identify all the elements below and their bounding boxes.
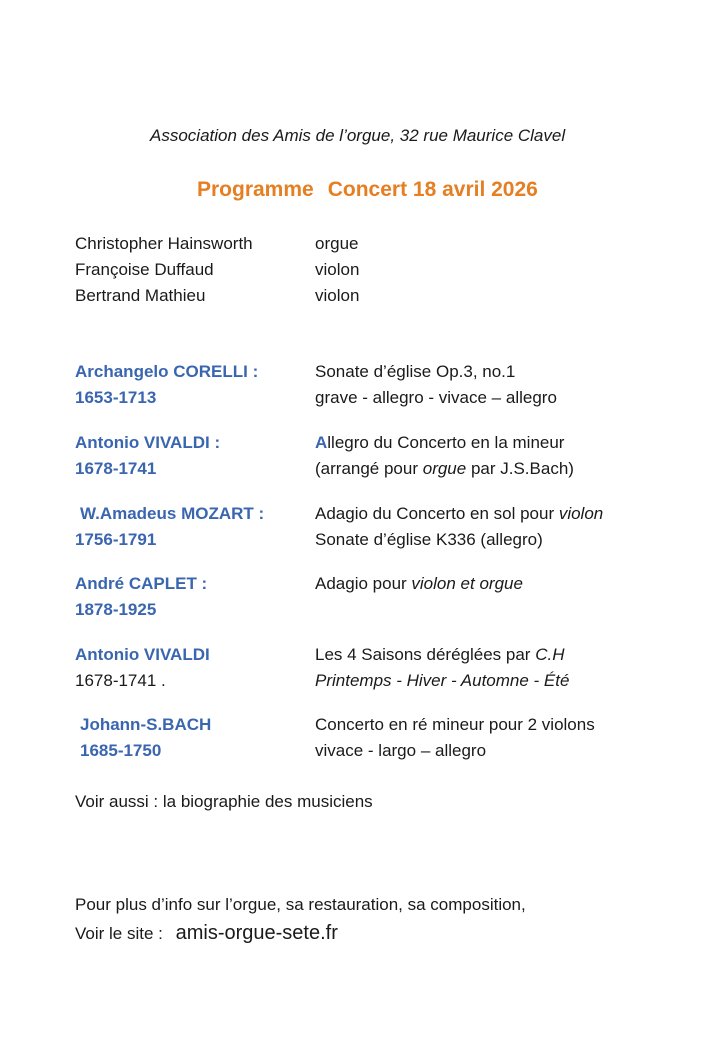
work-title — [315, 501, 603, 527]
work-subtitle: Sonate d’église K336 (allegro) — [315, 530, 543, 549]
work-movements: vivace - largo – allegro — [315, 741, 487, 760]
site-link[interactable]: amis-orgue-sete.fr — [175, 922, 338, 944]
performer-name: Bertrand Mathieu — [75, 286, 206, 305]
performer-instrument: violon — [315, 286, 360, 305]
work-movements: Printemps - Hiver - Automne - Été — [315, 671, 570, 690]
work-arrangement — [315, 456, 574, 482]
see-also-note: Voir aussi : la biographie des musiciens — [75, 792, 373, 811]
composer-dates: 1756-1791 — [75, 530, 157, 549]
arrangement-credit: par J.S.Bach) — [466, 459, 574, 478]
performer-name: Christopher Hainsworth — [75, 234, 253, 253]
programme-title — [197, 178, 538, 202]
composer-name: Johann-S.BACH — [80, 715, 212, 734]
performer-instrument: violon — [315, 260, 360, 279]
programme-label: Programme — [197, 178, 314, 201]
work-title-instrument: violon — [558, 504, 604, 523]
performer-name: Françoise Duffaud — [75, 260, 214, 279]
work-title-text: Adagio pour — [315, 574, 412, 593]
association-line: Association des Amis de l’orgue, 32 rue Maurice Clavel — [150, 126, 566, 145]
composer-dates: 1678-1741 . — [75, 671, 166, 690]
composer-dates: 1685-1750 — [80, 741, 162, 760]
work-title-text: Adagio du Concerto en sol pour — [315, 504, 559, 523]
work-movements: grave - allegro - vivace – allegro — [315, 388, 557, 407]
composer-dates: 1653-1713 — [75, 388, 157, 407]
composer-name: W.Amadeus MOZART : — [80, 504, 265, 523]
composer-name: André CAPLET : — [75, 574, 208, 593]
performer-instrument: orgue — [315, 234, 359, 253]
arrangement-text: (arrangé pour — [315, 459, 423, 478]
work-title-text: Les 4 Saisons déréglées par — [315, 645, 536, 664]
composer-dates: 1678-1741 — [75, 459, 157, 478]
concert-label: Concert 18 avril 2026 — [327, 178, 538, 201]
work-title-rest: llegro du Concerto en la mineur — [327, 433, 565, 452]
composer-name: Antonio VIVALDI : — [75, 433, 221, 452]
composer-dates: 1878-1925 — [75, 600, 157, 619]
work-title-instruments: violon et orgue — [411, 574, 523, 593]
footer-info: Pour plus d’info sur l’orgue, sa restauration, sa composition, — [75, 895, 526, 914]
arrangement-instrument: orgue — [422, 459, 467, 478]
work-title — [315, 571, 523, 597]
work-title: Concerto en ré mineur pour 2 violons — [315, 715, 595, 734]
site-label: Voir le site : — [75, 924, 163, 943]
composer-name: Archangelo CORELLI : — [75, 362, 259, 381]
work-title — [315, 430, 564, 456]
work-arranger: C.H — [535, 645, 565, 664]
work-title — [315, 642, 564, 668]
composer-name: Antonio VIVALDI — [75, 645, 210, 664]
footer-site-line — [75, 920, 338, 947]
work-title: Sonate d’église Op.3, no.1 — [315, 362, 516, 381]
work-title-initial: A — [315, 433, 328, 452]
